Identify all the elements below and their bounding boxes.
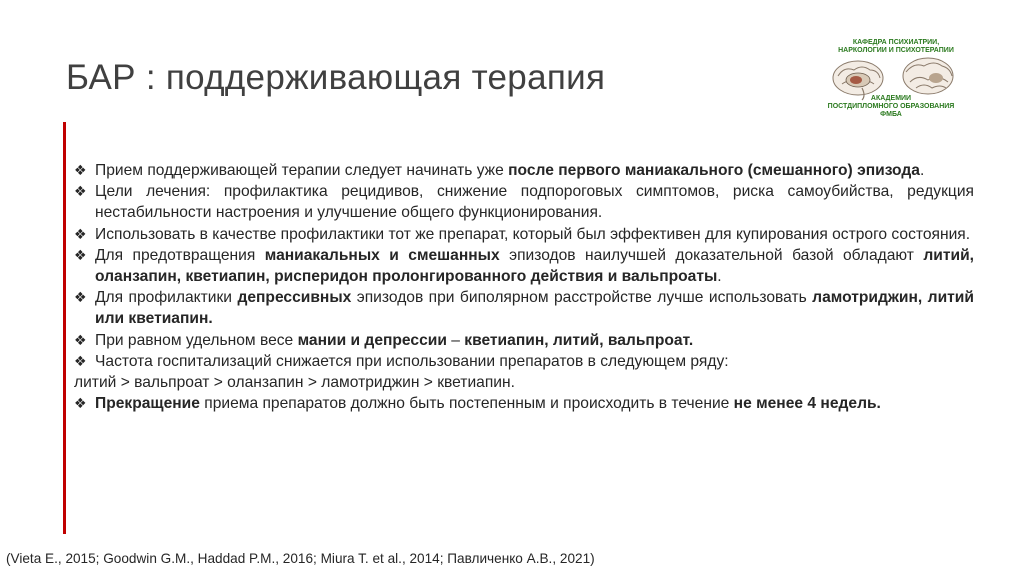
- list-item: ❖ Цели лечения: профилактика рецидивов, снижение подпороговых симптомов, риска самоубийства, редукция нестабильности настроения и улучшение общего функционирования.: [74, 183, 974, 222]
- list-item: ❖ Прием поддерживающей терапии следует начинать уже после первого маниакального (смешанного) эпизода.: [74, 160, 974, 181]
- list-item: ❖ Прекращение приема препаратов должно быть постепенным и происходить в течение не менее 4 недель.: [74, 393, 974, 414]
- accent-bar: [63, 122, 66, 534]
- diamond-bullet-icon: ❖: [74, 395, 87, 412]
- diamond-bullet-icon: ❖: [74, 183, 87, 200]
- diamond-bullet-icon: ❖: [74, 331, 87, 348]
- references: (Vieta E., 2015; Goodwin G.M., Haddad P.M., 2016; Miura T. et al., 2014; Павличенко А.В., 2021): [6, 551, 595, 566]
- list-item: ❖ При равном удельном весе мании и депрессии – кветиапин, литий, вальпроат.: [74, 330, 974, 351]
- diamond-bullet-icon: ❖: [74, 225, 87, 242]
- slide-title: БАР : поддерживающая терапия: [66, 58, 606, 97]
- sequence-line: литий > вальпроат > оланзапин > ламотриджин > кветиапин.: [74, 374, 515, 392]
- logo-bottom-line-3: ФМБА: [880, 111, 902, 118]
- list-item: ❖ Использовать в качестве профилактики тот же препарат, который был эффективен для купирования острого состояния.: [74, 224, 974, 245]
- logo-top-text: КАФЕДРА ПСИХИАТРИИ, НАРКОЛОГИИ И ПСИХОТЕРАПИИ: [838, 39, 954, 54]
- list-item: ❖ Для предотвращения маниакальных и смешанных эпизодов наилучшей доказательной базой обладают литий, оланзапин, кветиапин, рисперидон пролонгированного действия и вальпроаты.: [74, 246, 975, 286]
- list-item: ❖ Частота госпитализаций снижается при использовании препаратов в следующем ряду:: [74, 351, 974, 372]
- diamond-bullet-icon: ❖: [74, 352, 87, 369]
- diamond-bullet-icon: ❖: [74, 162, 87, 178]
- diamond-bullet-icon: ❖: [74, 289, 87, 306]
- department-logo: [826, 38, 956, 124]
- bullet-list: [74, 160, 974, 414]
- list-item: ❖ Для профилактики депрессивных эпизодов при биполярном расстройстве лучше использовать ламотриджин, литий или кветиапин.: [74, 289, 974, 328]
- logo-bottom-line-2: ПОСТДИПЛОМНОГО ОБРАЗОВАНИЯ: [827, 103, 955, 110]
- logo-bottom-text: [826, 95, 956, 119]
- diamond-bullet-icon: ❖: [74, 246, 87, 263]
- logo-bottom-line-1: АКАДЕМИИ: [870, 95, 912, 102]
